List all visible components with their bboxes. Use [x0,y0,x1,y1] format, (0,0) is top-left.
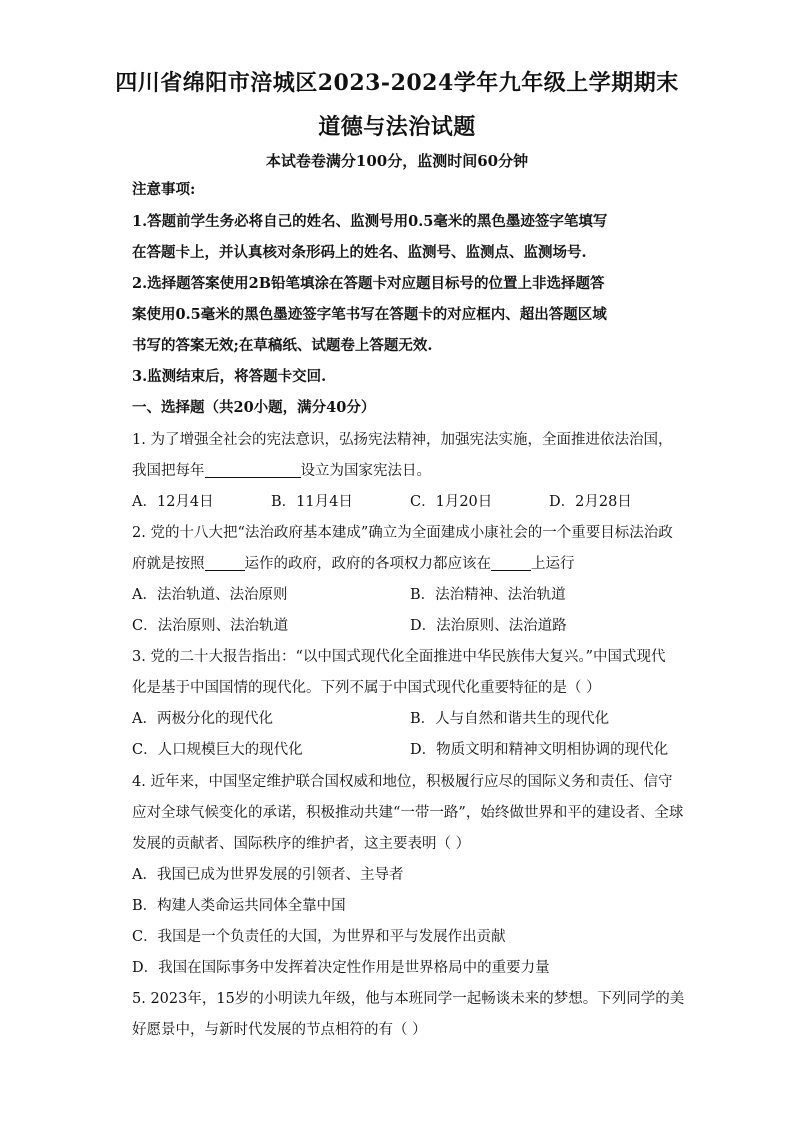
q3-stem-line2: 化是基于中国国情的现代化。下列不属于中国式现代化重要特征的是（ ） [132,680,601,696]
q1-blank [205,462,301,478]
note-2-line3: 书写的答案无效;在草稿纸、试题卷上答题无效. [132,337,433,354]
q1-stem-line1: 1. 为了增强全社会的宪法意识，弘扬宪法精神，加强宪法实施，全面推进依法治国， [132,432,673,448]
q2-stem-c: 上运行 [531,556,575,572]
note-3: 3.监测结束后，将答题卡交回. [132,368,327,385]
q3-option-c: C．人口规模巨大的现代化 [132,742,303,758]
q1-option-b: B．11月4日 [271,494,353,510]
q5-stem-line2: 好愿景中，与新时代发展的节点相符的有（ ） [132,1022,427,1038]
exam-subtitle: 本试卷卷满分100分，监测时间60分钟 [265,152,529,170]
q1-option-c: C．1月20日 [410,494,493,510]
q1-stem-pre: 我国把每年 [132,463,205,479]
q4-option-d: D．我国在国际事务中发挥着决定性作用是世界格局中的重要力量 [132,960,550,976]
section-heading: 一、选择题（共20小题，满分40分） [132,399,376,416]
q4-stem-line2: 应对全球气候变化的承诺，积极推动共建“一带一路”，始终做世界和平的建设者、全球 [132,805,684,821]
q2-option-a: A．法治轨道、法治原则 [132,587,288,603]
q3-option-d: D．物质文明和精神文明相协调的现代化 [410,742,669,758]
q1-option-a: A．12月4日 [132,494,214,510]
note-2-line2: 案使用0.5毫米的黑色墨迹签字笔书写在答题卡的对应框内、超出答题区域 [132,306,607,323]
q2-stem-b: 运作的政府，政府的各项权力都应该在 [244,556,491,572]
note-1-line1: 1.答题前学生务必将自己的姓名、监测号用0.5毫米的黑色墨迹签字笔填写 [132,213,608,230]
q2-stem-line2 [132,554,672,574]
q3-stem-line1: 3. 党的二十大报告指出：“以中国式现代化全面推进中华民族伟大复兴。”中国式现代 [132,649,666,665]
q2-blank-1 [205,555,245,571]
exam-title-line1: 四川省绵阳市涪城区2023-2024学年九年级上学期期末 [115,70,679,96]
q3-option-a: A．两极分化的现代化 [132,711,273,727]
q4-stem-line1: 4. 近年来，中国坚定维护联合国权威和地位，积极履行应尽的国际义务和责任、信守 [132,774,673,790]
exam-title-line2: 道德与法治试题 [318,114,476,140]
q1-stem-post: 设立为国家宪法日。 [300,463,431,479]
q2-stem-a: 府就是按照 [132,556,205,572]
q3-option-b: B．人与自然和谐共生的现代化 [410,711,610,727]
q4-option-b: B．构建人类命运共同体全靠中国 [132,898,346,914]
notes-heading: 注意事项: [132,181,196,198]
note-2-line1: 2.选择题答案使用2B铅笔填涂在答题卡对应题目标号的位置上非选择题答 [132,275,605,292]
q1-stem-line2 [132,461,672,481]
q2-stem-line1: 2. 党的十八大把“法治政府基本建成”确立为全面建成小康社会的一个重要目标法治政 [132,525,673,541]
q2-option-d: D．法治原则、法治道路 [410,618,567,634]
q2-option-b: B．法治精神、法治轨道 [410,587,566,603]
q1-option-d: D．2月28日 [549,494,632,510]
q4-option-c: C．我国是一个负责任的大国，为世界和平与发展作出贡献 [132,929,506,945]
note-1-line2: 在答题卡上，并认真核对条形码上的姓名、监测号、监测点、监测场号. [132,244,587,261]
q5-stem-line1: 5. 2023年，15岁的小明读九年级，他与本班同学一起畅谈未来的梦想。下列同学的美 [132,991,685,1007]
q2-blank-2 [491,555,531,571]
q4-option-a: A．我国已成为世界发展的引领者、主导者 [132,867,404,883]
q4-stem-line3: 发展的贡献者、国际秩序的维护者，这主要表明（ ） [132,836,471,852]
q2-option-c: C．法治原则、法治轨道 [132,618,289,634]
